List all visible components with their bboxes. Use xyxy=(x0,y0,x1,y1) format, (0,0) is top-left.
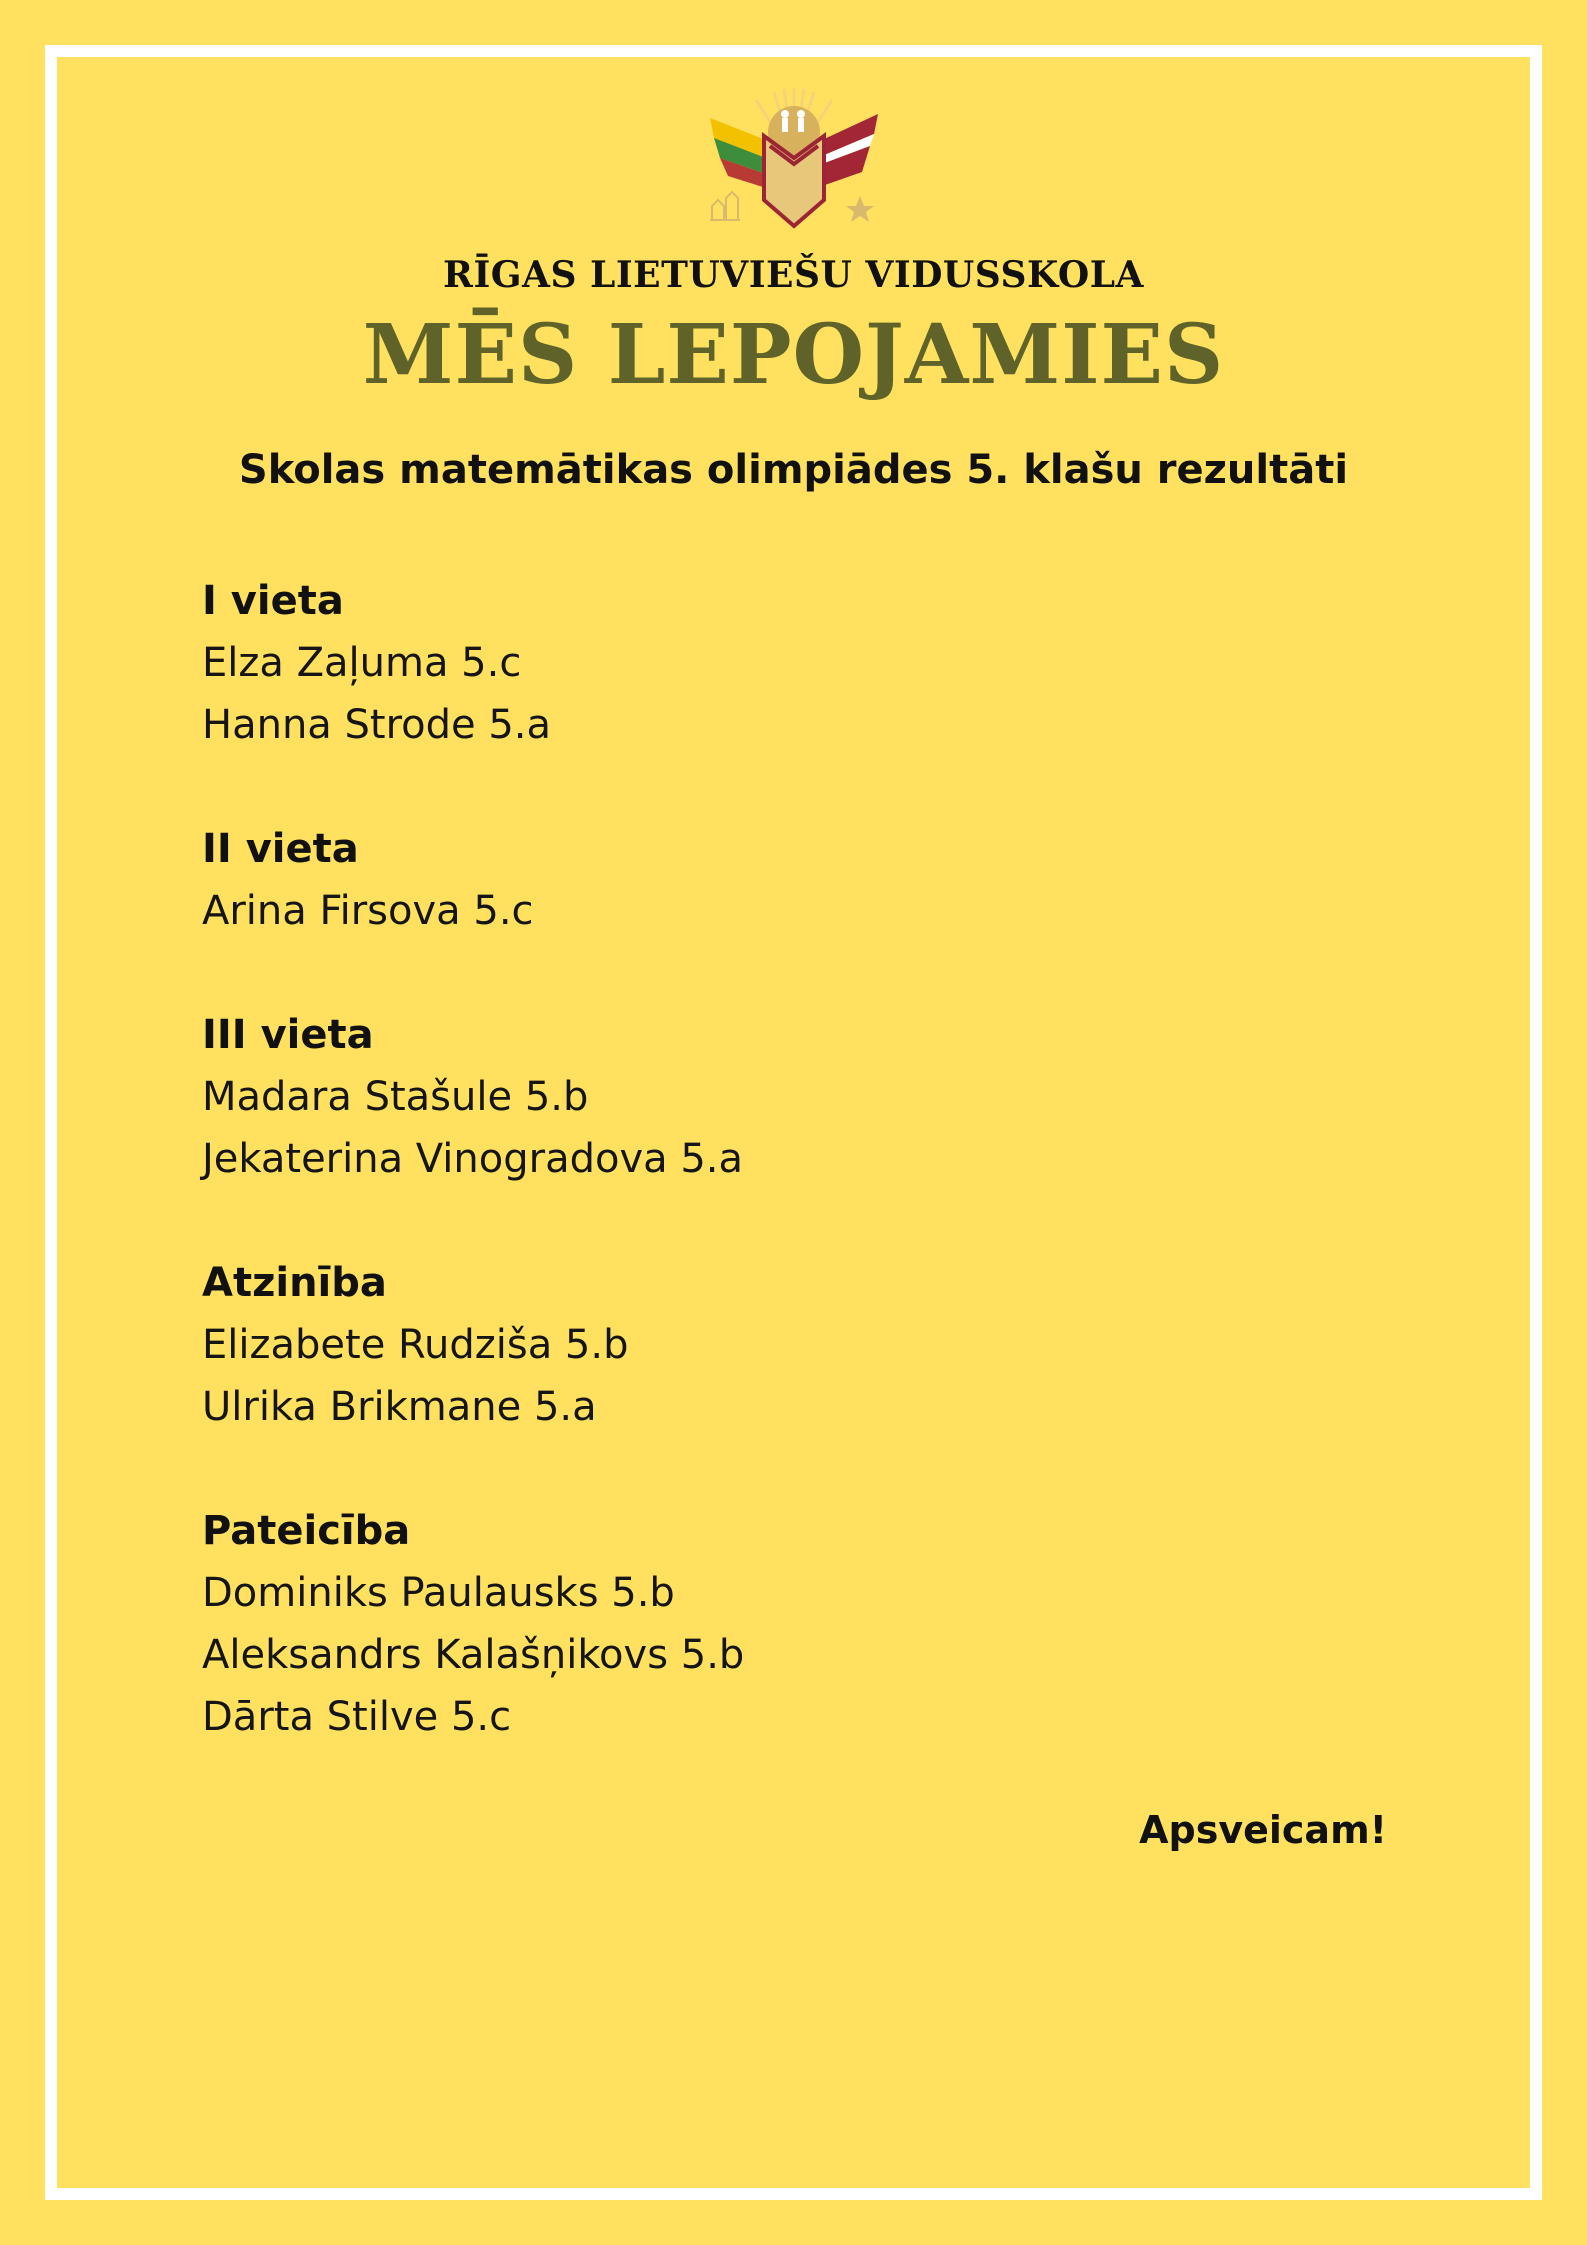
list-item: Jekaterina Vinogradova 5.a xyxy=(202,1136,744,1182)
result-section-recognition xyxy=(202,1252,1302,1438)
school-crest-icon xyxy=(708,88,880,234)
results-list xyxy=(202,570,1302,1810)
result-section-first-place xyxy=(202,570,1302,756)
section-title: Atzinība xyxy=(202,1260,387,1306)
page-headline: MĒS LEPOJAMIES xyxy=(362,307,1225,403)
list-item: Elizabete Rudziša 5.b xyxy=(202,1322,629,1368)
section-title: Pateicība xyxy=(202,1508,411,1554)
result-section-gratitude xyxy=(202,1500,1302,1748)
list-item: Elza Zaļuma 5.c xyxy=(202,640,522,686)
congrats-text: Apsveicam! xyxy=(1139,1808,1387,1852)
section-title: I vieta xyxy=(202,578,344,624)
section-title: II vieta xyxy=(202,826,359,872)
list-item: Madara Stašule 5.b xyxy=(202,1074,589,1120)
list-item: Aleksandrs Kalašņikovs 5.b xyxy=(202,1632,745,1678)
result-section-third-place xyxy=(202,1004,1302,1190)
page-subtitle: Skolas matemātikas olimpiādes 5. klašu rezultāti xyxy=(238,447,1349,493)
result-section-second-place xyxy=(202,818,1302,942)
list-item: Ulrika Brikmane 5.a xyxy=(202,1384,597,1430)
list-item: Arina Firsova 5.c xyxy=(202,888,534,934)
list-item: Dominiks Paulausks 5.b xyxy=(202,1570,675,1616)
section-title: III vieta xyxy=(202,1012,374,1058)
list-item: Dārta Stilve 5.c xyxy=(202,1694,512,1740)
list-item: Hanna Strode 5.a xyxy=(202,702,552,748)
school-name: RĪGAS LIETUVIEŠU VIDUSSKOLA xyxy=(443,254,1144,296)
